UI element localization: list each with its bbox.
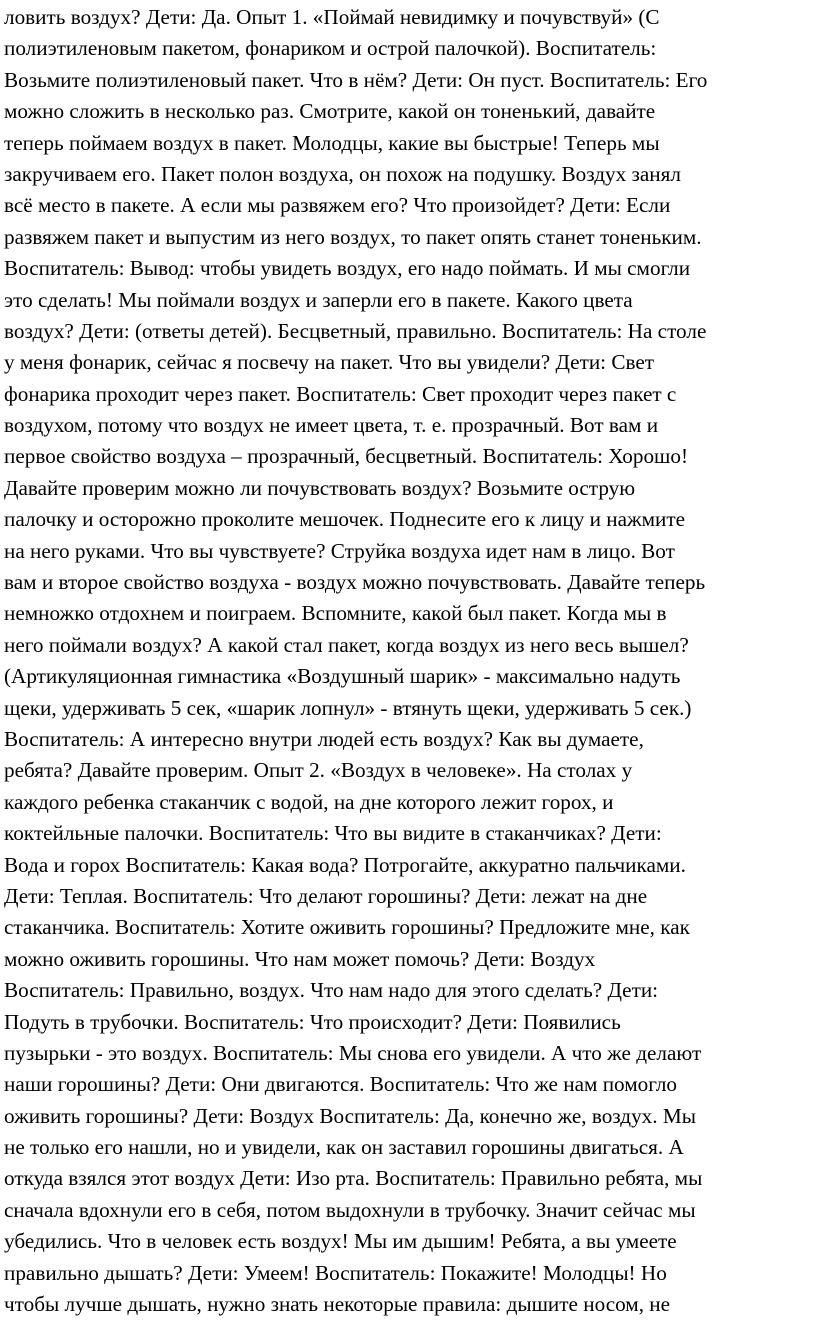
text-line: не только его нашли, но и увидели, как он заставил горошины двигаться. А — [4, 1135, 684, 1160]
text-line: Воспитатель: А интересно внутри людей есть воздух? Как вы думаете, — [4, 726, 644, 751]
text-line: ловить воздух? Дети: Да. Опыт 1. «Поймай невидимку и почувствуй» (С — [4, 5, 660, 29]
text-line: чтобы лучше дышать, нужно знать некоторые правила: дышите носом, не — [4, 1292, 671, 1317]
text-line: воздухом, потому что воздух не имеет цвета, т. е. прозрачный. Вот вам и — [4, 413, 659, 438]
text-line: воздух? Дети: (ответы детей). Бесцветный, правильно. Воспитатель: На столе — [4, 318, 707, 343]
text-line: откуда взялся этот воздух Дети: Изо рта. Воспитатель: Правильно ребята, мы — [4, 1166, 703, 1191]
text-line: оживить горошины? Дети: Воздух Воспитатель: Да, конечно же, воздух. Мы — [4, 1103, 696, 1128]
text-line: можно сложить в несколько раз. Смотрите, какой он тоненький, давайте — [4, 99, 656, 124]
text-line: каждого ребенка стаканчик с водой, на дне которого лежит горох, и — [4, 789, 614, 814]
text-line: полиэтиленовым пакетом, фонариком и острой палочкой). Воспитатель: — [4, 36, 657, 61]
text-line: Дети: Теплая. Воспитатель: Что делают горошины? Дети: лежат на дне — [4, 883, 648, 908]
text-line: фонарика проходит через пакет. Воспитатель: Свет проходит через пакет с — [4, 381, 677, 406]
text-line: развяжем пакет и выпустим из него воздух, то пакет опять станет тоненьким. — [4, 224, 702, 249]
text-line: сначала вдохнули его в себя, потом выдохнули в трубочку. Значит сейчас мы — [4, 1197, 696, 1222]
text-line: убедились. Что в человек есть воздух! Мы им дышим! Ребята, а вы умеете — [4, 1229, 677, 1254]
text-line: первое свойство воздуха – прозрачный, бесцветный. Воспитатель: Хорошо! — [4, 444, 689, 469]
text-line: пузырьки - это воздух. Воспитатель: Мы снова его увидели. А что же делают — [4, 1040, 702, 1065]
text-line: щеки, удерживать 5 сек, «шарик лопнул» - втянуть щеки, удерживать 5 сек.) — [4, 695, 692, 720]
text-line: наши горошины? Дети: Они двигаются. Воспитатель: Что же нам помогло — [4, 1072, 678, 1097]
text-line: можно оживить горошины. Что нам может помочь? Дети: Воздух — [4, 946, 596, 971]
text-line: (Артикуляционная гимнастика «Воздушный шарик» - максимально надуть — [4, 664, 681, 689]
text-line: закручиваем его. Пакет полон воздуха, он похож на подушку. Воздух занял — [4, 161, 681, 186]
text-line: Подуть в трубочки. Воспитатель: Что происходит? Дети: Появились — [4, 1009, 621, 1034]
text-line: Возьмите полиэтиленовый пакет. Что в нём? Дети: Он пуст. Воспитатель: Его — [4, 67, 708, 92]
text-line: него поймали воздух? А какой стал пакет, когда воздух из него весь вышел? — [4, 632, 689, 657]
text-line: Воспитатель: Правильно, воздух. Что нам надо для этого сделать? Дети: — [4, 978, 659, 1003]
document-body-text — [4, 2, 816, 1320]
text-line: немножко отдохнем и поиграем. Вспомните, какой был пакет. Когда мы в — [4, 601, 667, 626]
text-line: стаканчика. Воспитатель: Хотите оживить горошины? Предложите мне, как — [4, 915, 690, 940]
text-line: коктейльные палочки. Воспитатель: Что вы видите в стаканчиках? Дети: — [4, 821, 662, 846]
text-line: вам и второе свойство воздуха - воздух можно почувствовать. Давайте теперь — [4, 570, 706, 595]
text-line: правильно дышать? Дети: Умеем! Воспитатель: Покажите! Молодцы! Но — [4, 1260, 667, 1285]
text-line: Воспитатель: Вывод: чтобы увидеть воздух, его надо поймать. И мы смогли — [4, 256, 691, 281]
text-line: это сделать! Мы поймали воздух и заперли его в пакете. Какого цвета — [4, 287, 633, 312]
text-line: ребята? Давайте проверим. Опыт 2. «Воздух в человеке». На столах у — [4, 758, 633, 783]
text-line: палочку и осторожно проколите мешочек. Поднесите его к лицу и нажмите — [4, 507, 686, 532]
text-line: на него руками. Что вы чувствуете? Струйка воздуха идет нам в лицо. Вот — [4, 538, 675, 563]
text-line: всё место в пакете. А если мы развяжем его? Что произойдет? Дети: Если — [4, 193, 671, 218]
text-line: у меня фонарик, сейчас я посвечу на пакет. Что вы увидели? Дети: Свет — [4, 350, 655, 375]
text-line: Давайте проверим можно ли почувствовать воздух? Возьмите острую — [4, 475, 636, 500]
text-line: Вода и горох Воспитатель: Какая вода? Потрогайте, аккуратно пальчиками. — [4, 852, 686, 877]
text-line: теперь поймаем воздух в пакет. Молодцы, какие вы быстрые! Теперь мы — [4, 130, 660, 155]
